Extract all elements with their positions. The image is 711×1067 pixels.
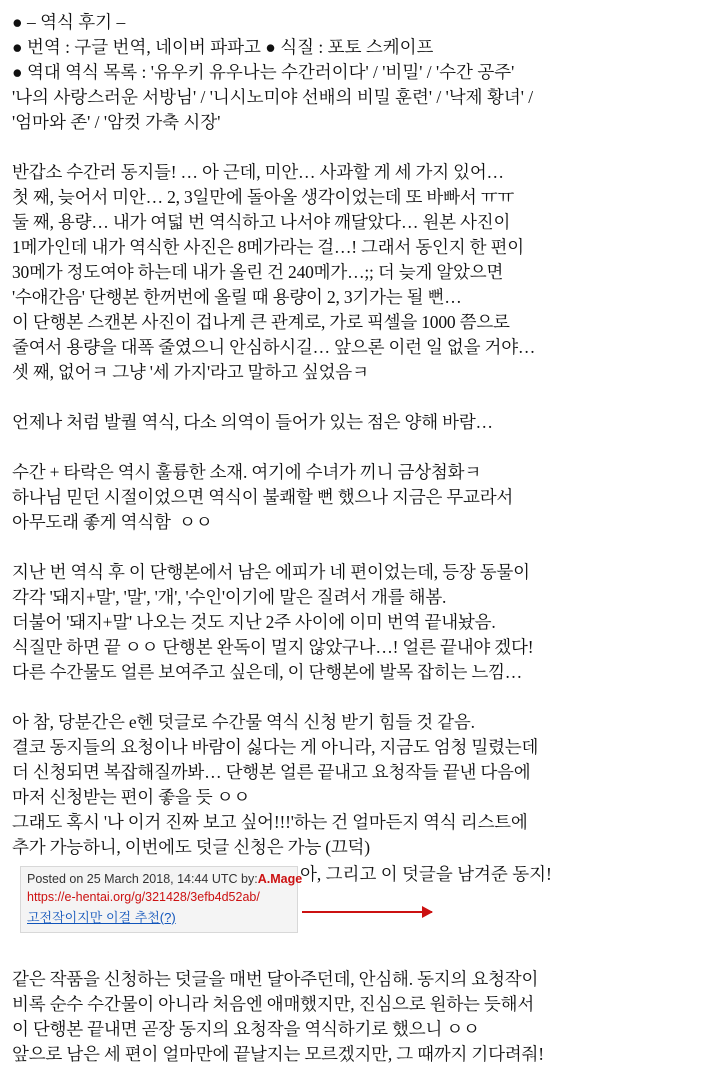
- comment-posted-prefix: Posted on 25 March 2018, 14:44 UTC by:: [27, 872, 258, 886]
- text-line: '수애간음' 단행본 한꺼번에 올릴 때 용량이 2, 3기가는 될 뻔…: [12, 287, 462, 307]
- text-line: 둘 째, 용량… 내가 여덟 번 역식하고 나서야 깨달았다… 원본 사진이: [12, 212, 511, 232]
- spacer: [12, 385, 699, 410]
- text-line: 아 참, 당분간은 e헨 덧글로 수간물 역식 신청 받기 힘들 것 같음.: [12, 712, 475, 732]
- text-line: 반갑소 수간러 동지들! … 아 근데, 미안… 사과할 게 세 가지 있어…: [12, 162, 504, 182]
- header-line-history-2: '나의 사랑스러운 서방님' / '니시노미야 선배의 비밀 훈련' / '낙제 황녀' /: [12, 87, 534, 107]
- closing-first-line: 아, 그리고 이 덧글을 남겨준 동지!: [300, 864, 552, 884]
- comment-gallery-link[interactable]: https://e-hentai.org/g/321428/3efb4d52ab/: [27, 890, 260, 904]
- spacer: [12, 435, 699, 460]
- text-line: 아무도래 좋게 역식함 ㅇㅇ: [12, 512, 213, 532]
- document-title: ● – 역식 후기 –: [12, 12, 126, 32]
- paragraph-apology: [12, 160, 699, 385]
- text-line: 1메가인데 내가 역식한 사진은 8메가라는 걸…! 그래서 동인지 한 편이: [12, 237, 524, 257]
- header-line-history-1: ● 역대 역식 목록 : '유우키 유우나는 수간러이다' / '비밀' / '수간 공주': [12, 62, 515, 82]
- text-line: 지난 번 역식 후 이 단행본에서 남은 에피가 네 편이었는데, 등장 동물이: [12, 562, 530, 582]
- text-line: 더 신청되면 복잡해질까봐… 단행본 얼른 끝내고 요청작들 끝낸 다음에: [12, 762, 531, 782]
- paragraph-theme-note: [12, 460, 699, 535]
- text-line: 마저 신청받는 편이 좋을 듯 ㅇㅇ: [12, 787, 251, 807]
- spacer: [12, 685, 699, 710]
- comment-body-text: 고전작이지만 이걸 추천(?): [27, 910, 176, 925]
- text-line: 이 단행본 스캔본 사진이 겁나게 큰 관계로, 가로 픽셀을 1000 쯤으로: [12, 312, 510, 332]
- arrow-right-icon: [302, 911, 432, 913]
- paragraph-closing: [12, 967, 699, 1067]
- text-line: 더불어 '돼지+말' 나오는 것도 지난 2주 사이에 이미 번역 끝내놨음.: [12, 612, 496, 632]
- text-line: 하나님 믿던 시절이었으면 역식이 불쾌할 뻔 했으나 지금은 무교라서: [12, 487, 514, 507]
- header-line-history-3: '엄마와 존' / '암컷 가축 시장': [12, 112, 221, 132]
- text-line: 그래도 혹시 '나 이거 진짜 보고 싶어!!!'하는 건 얼마든지 역식 리스트에: [12, 812, 528, 832]
- text-line: 같은 작품을 신청하는 덧글을 매번 달아주던데, 안심해. 동지의 요청작이: [12, 969, 539, 989]
- paragraph-progress-note: [12, 560, 699, 685]
- comment-posted-meta: [27, 871, 303, 888]
- text-line: 식질만 하면 끝 ㅇㅇ 단행본 완독이 멀지 않았구나…! 얼른 끝내야 겠다!: [12, 637, 534, 657]
- header-line-translation: ● 번역 : 구글 번역, 네이버 파파고 ● 식질 : 포토 스케이프: [12, 37, 434, 57]
- paragraph-quality-note: [12, 410, 699, 435]
- text-line: 첫 째, 늦어서 미안… 2, 3일만에 돌아올 생각이었는데 또 바빠서 ㅠㅠ: [12, 187, 515, 207]
- text-line: 결코 동지들의 요청이나 바람이 싫다는 게 아니라, 지금도 엄청 밀렸는데: [12, 737, 539, 757]
- text-line: 비록 순수 수간물이 아니라 처음엔 애매했지만, 진심으로 원하는 듯해서: [12, 994, 535, 1014]
- text-line: 줄여서 용량을 대폭 줄였으니 안심하시길… 앞으론 이런 일 없을 거야…: [12, 337, 536, 357]
- text-line: 셋 째, 없어ㅋ 그냥 '세 가지'라고 말하고 싶었음ㅋ: [12, 362, 369, 382]
- text-line: 언제나 처럼 발퀄 역식, 다소 의역이 들어가 있는 점은 양해 바람…: [12, 412, 493, 432]
- text-line: 추가 가능하니, 이번에도 덧글 신청은 가능 (끄덕): [12, 837, 370, 857]
- text-line: 다른 수간물도 얼른 보여주고 싶은데, 이 단행본에 발목 잡히는 느낌…: [12, 662, 523, 682]
- spacer: [12, 535, 699, 560]
- text-line: 이 단행본 끝내면 곧장 동지의 요청작을 역식하기로 했으니 ㅇㅇ: [12, 1019, 480, 1039]
- text-line: 30메가 정도여야 하는데 내가 올린 건 240메가…;; 더 늦게 알았으면: [12, 262, 504, 282]
- spacer: [12, 135, 699, 160]
- comment-author: A.Mage: [257, 872, 303, 886]
- text-line: 수간 + 타락은 역시 훌륭한 소재. 여기에 수녀가 끼니 금상첨화ㅋ: [12, 462, 482, 482]
- text-line: 각각 '돼지+말', '말', '개', '수인'이기에 말은 질려서 개를 해봄.: [12, 587, 447, 607]
- paragraph-request-note: [12, 710, 699, 860]
- text-line: 앞으로 남은 세 편이 얼마만에 끝날지는 모르겠지만, 그 때까지 기다려줘!: [12, 1044, 544, 1064]
- quoted-comment-box: [20, 866, 303, 933]
